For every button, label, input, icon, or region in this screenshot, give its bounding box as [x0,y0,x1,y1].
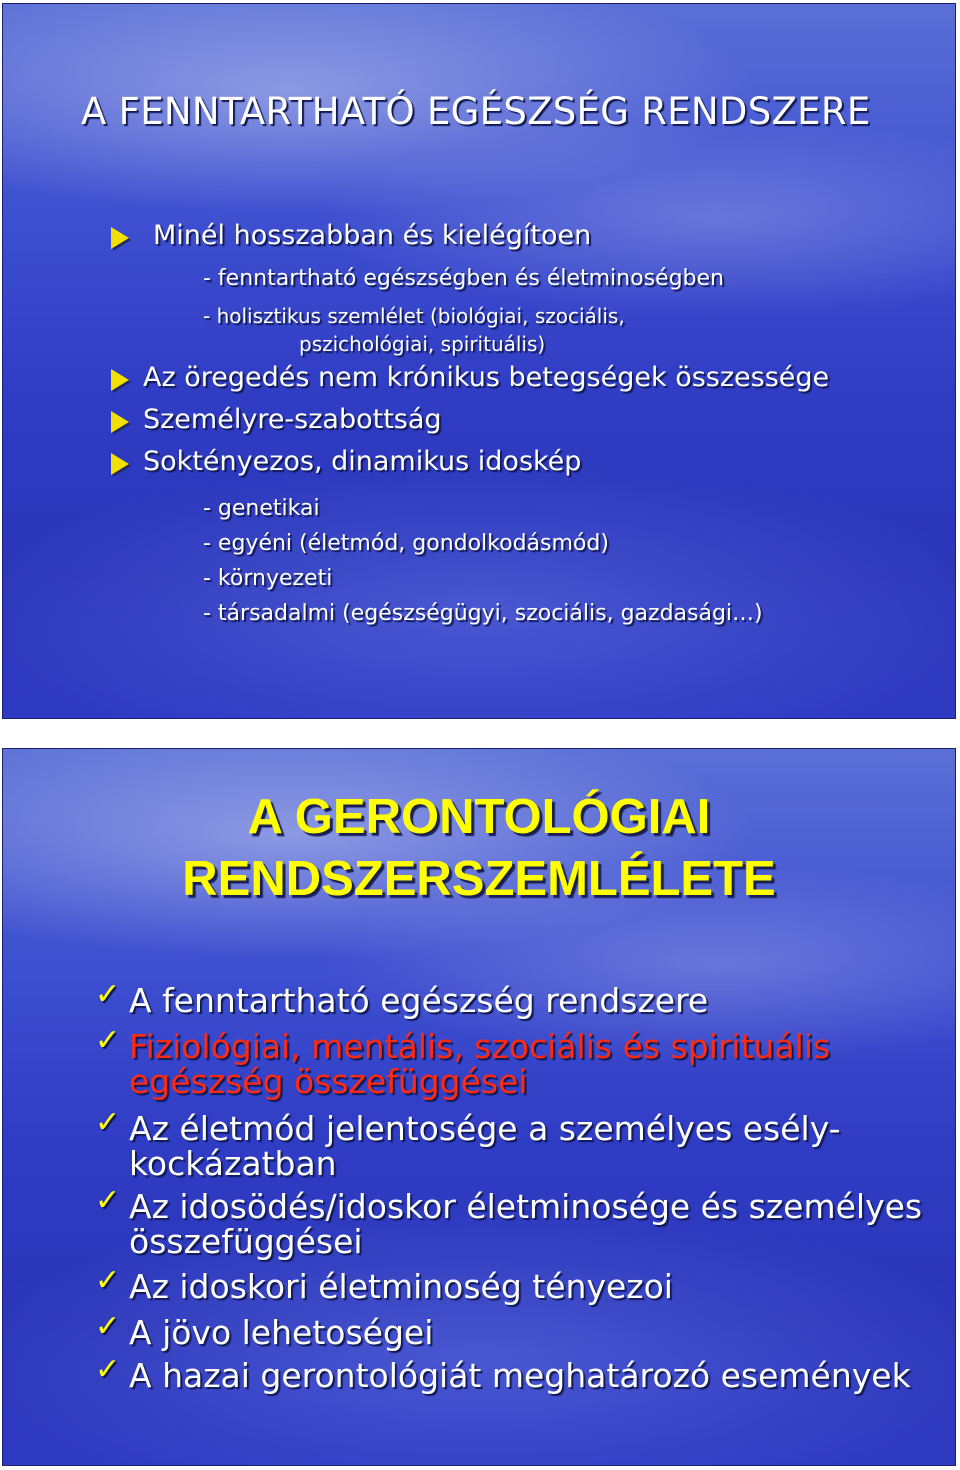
list-item-highlight: Fiziológiai, mentális, szociális és spirituális [129,1027,831,1066]
check-icon: ✓ [95,1352,121,1387]
list-item: Az életmód jelentosége a személyes esély- [129,1109,841,1148]
factor-item: - genetikai [203,496,320,521]
list-item: A jövo lehetoségei [129,1313,434,1352]
list-item: Az idosödés/idoskor életminosége és személyes [129,1187,923,1226]
factor-item: - környezeti [203,566,333,591]
check-icon: ✓ [95,977,121,1012]
arrow-bullet-icon [111,369,129,391]
slide-title-line1: A GERONTOLÓGIAI [247,790,711,844]
sub-item: pszichológiai, spirituális) [299,332,546,356]
slide-title: A FENNTARTHATÓ EGÉSZSÉG RENDSZERE [81,90,871,133]
slide-1 [2,3,956,719]
check-icon: ✓ [95,1263,121,1298]
list-item-highlight: egészség összefüggései [129,1062,528,1101]
slide-title-line2: RENDSZERSZEMLÉLETE [182,852,776,906]
bullet-text: Személyre-szabottság [143,404,442,435]
list-item: kockázatban [129,1144,337,1183]
list-item: Az idoskori életminoség tényezoi [129,1267,673,1306]
sub-item: - holisztikus szemlélet (biológiai, szociális, [203,304,625,328]
bullet-text: Soktényezos, dinamikus idoskép [143,446,582,477]
slide-2 [2,748,956,1466]
list-item: összefüggései [129,1222,363,1261]
bullet-text: Az öregedés nem krónikus betegségek összessége [143,362,830,393]
arrow-bullet-icon [111,453,129,475]
list-item: A fenntartható egészség rendszere [129,981,709,1020]
factor-item: - társadalmi (egészségügyi, szociális, gazdasági…) [203,601,763,626]
list-item: A hazai gerontológiát meghatározó események [129,1356,911,1395]
arrow-bullet-icon [111,411,129,433]
check-icon: ✓ [95,1023,121,1058]
check-icon: ✓ [95,1309,121,1344]
bullet-text: Minél hosszabban és kielégítoen [153,220,592,251]
check-icon: ✓ [95,1183,121,1218]
factor-item: - egyéni (életmód, gondolkodásmód) [203,531,609,556]
sub-item: - fenntartható egészségben és életminoségben [203,266,724,291]
arrow-bullet-icon [111,227,129,249]
check-icon: ✓ [95,1105,121,1140]
